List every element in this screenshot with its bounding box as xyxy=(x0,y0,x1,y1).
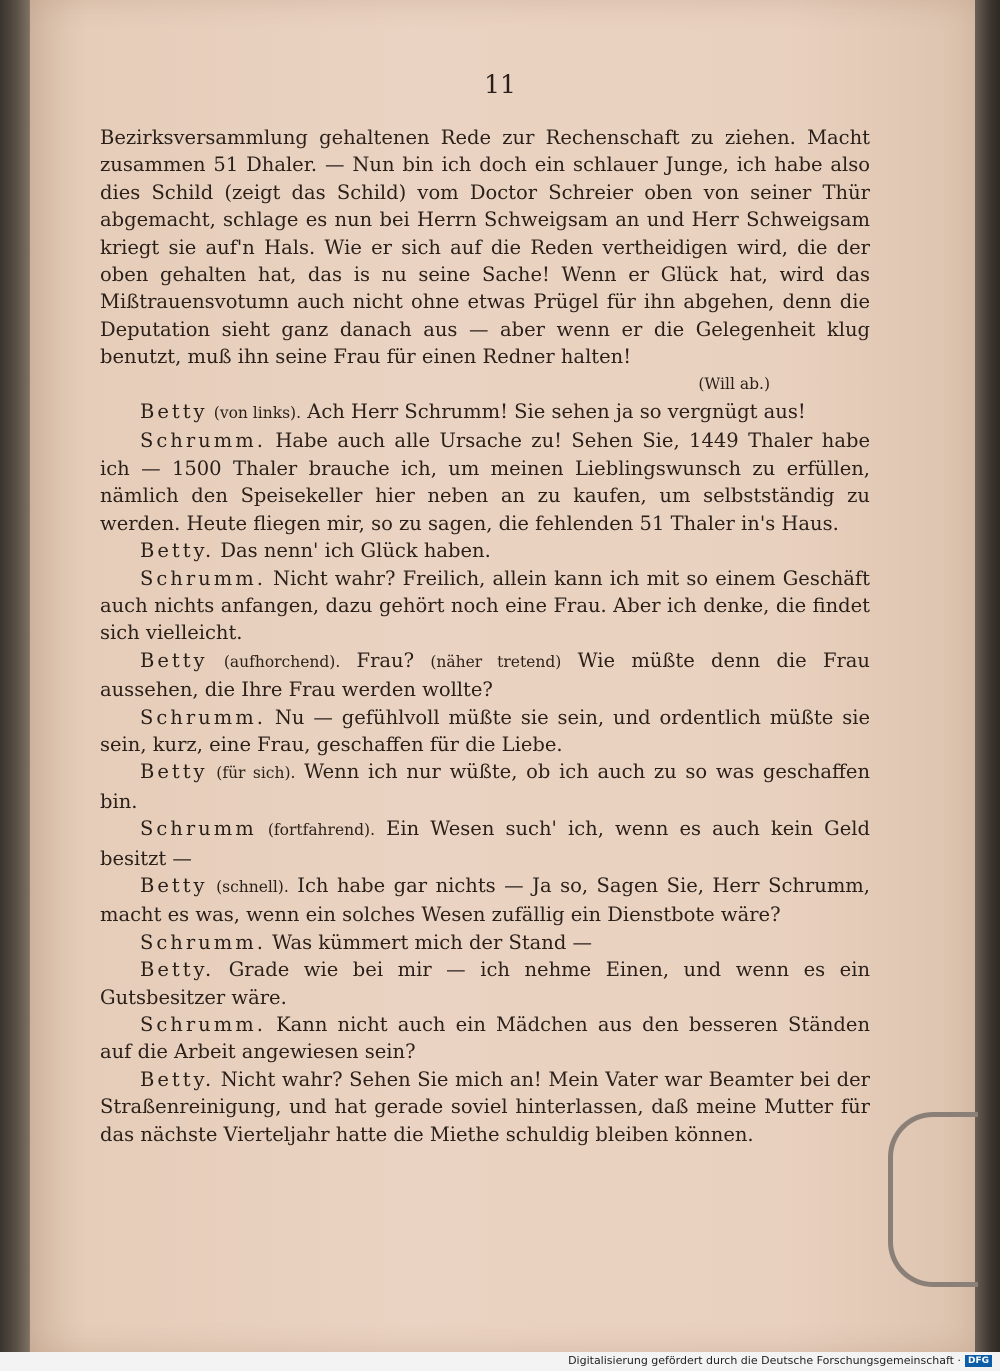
speaker-name: Betty. xyxy=(140,1067,215,1091)
page-right-edge xyxy=(975,0,1000,1371)
stage-direction: (für sich). xyxy=(216,764,296,783)
dialogue-schrumm-1 xyxy=(100,427,870,537)
page-text xyxy=(100,124,870,1148)
dialogue-schrumm-2 xyxy=(100,565,870,647)
dialogue-text: Ich habe gar nichts — Ja so, Sagen Sie, Herr Schrumm, macht es was, wenn ein solches Wesen zufällig ein Dienstbote wäre? xyxy=(100,873,870,927)
dialogue-text: Frau? xyxy=(356,648,415,672)
dialogue-text: Wie müßte denn die Frau aussehen, die Ihre Frau werden wollte? xyxy=(100,648,870,702)
page-clip xyxy=(888,1112,978,1287)
funding-credit-text: Digitalisierung gefördert durch die Deutsche Forschungsgemeinschaft · xyxy=(568,1354,961,1367)
stage-direction: (aufhorchend). xyxy=(223,652,341,671)
dialogue-betty-5 xyxy=(100,872,870,929)
dialogue-text: Habe auch alle Ursache zu! Sehen Sie, 1449 Thaler habe ich — 1500 Thaler brauche ich, um meinen Lieblingswunsch zu erfüllen, nämlich den Speisekeller hier neben an zu kaufen, um selbstständig zu werden. Heute fliegen mir, so zu sagen, die fehlenden 51 Thaler in's Haus. xyxy=(100,429,870,535)
dialogue-text: Nicht wahr? Freilich, allein kann ich mit so einem Geschäft auch nichts anfangen, dazu gehört noch eine Frau. Aber ich denke, die findet sich vielleicht. xyxy=(100,566,870,645)
dialogue-schrumm-4 xyxy=(100,815,870,872)
speaker-name: Schrumm xyxy=(140,817,257,841)
speaker-name: Betty. xyxy=(140,958,215,982)
speaker-name: Schrumm. xyxy=(140,429,266,453)
stage-direction: (von links). xyxy=(213,404,302,423)
dialogue-text: Kann nicht auch ein Mädchen aus den besseren Ständen auf die Arbeit angewiesen sein? xyxy=(100,1013,871,1064)
stage-direction: (fortfahrend). xyxy=(267,821,376,840)
dialogue-text: Ein Wesen such' ich, wenn es auch kein Geld besitzt — xyxy=(100,817,871,870)
stage-direction: (näher tretend) xyxy=(430,652,562,671)
paragraph-text: Bezirksversammlung gehaltenen Rede zur Rechenschaft zu ziehen. Macht zusammen 51 Dhaler. — Nun bin ich doch ein schlauer Junge, ich habe also dies Schild (zeigt das Schild) vom Doctor Schreier oben von seiner Thür abgemacht, schlage es nun bei Herrn Schweigsam an und Herr Schweigsam kriegt sie auf'n Hals. Wie er sich auf die Reden vertheidigen wird, die der oben gehalten hat, das is nu seine Sache! Wenn er Glück hat, wird das Mißtrauensvotumn auch nicht ohne etwas Prügel für ihn abgehen, denn die Deputation sieht ganz danach aus — aber wenn er die Gelegenheit klug benutzt, muß ihn seine Frau für einen Redner halten! xyxy=(100,126,870,369)
speaker-name: Schrumm. xyxy=(140,705,266,729)
dialogue-betty-7 xyxy=(100,1066,870,1148)
dialogue-text: Wenn ich nur wüßte, ob ich auch zu so was geschaffen bin. xyxy=(100,760,871,813)
dialogue-betty-2 xyxy=(100,537,870,564)
funding-credit xyxy=(568,1354,992,1367)
dialogue-betty-6 xyxy=(100,956,870,1011)
stage-direction: (schnell). xyxy=(216,877,289,896)
dfg-logo-icon: DFG xyxy=(965,1355,992,1367)
dialogue-text: Grade wie bei mir — ich nehme Einen, und wenn es ein Gutsbesitzer wäre. xyxy=(100,958,870,1009)
dialogue-text: Was kümmert mich der Stand — xyxy=(272,930,593,954)
page-number: 11 xyxy=(484,70,516,99)
dialogue-text: Nu — gefühlvoll müßte sie sein, und ordentlich müßte sie sein, kurz, eine Frau, geschaffen für die Liebe. xyxy=(100,705,871,756)
stage-direction: (Will ab.) xyxy=(698,374,770,393)
dialogue-schrumm-5 xyxy=(100,929,870,956)
dialogue-betty-1 xyxy=(100,398,870,427)
speaker-name: Betty xyxy=(140,873,208,897)
speaker-name: Betty xyxy=(140,648,208,672)
speaker-name: Schrumm. xyxy=(140,1013,266,1036)
dialogue-schrumm-3 xyxy=(100,704,870,759)
dialogue-text: Nicht wahr? Sehen Sie mich an! Mein Vater war Beamter bei der Straßenreinigung, und hat gerade soviel hinterlassen, daß meine Mutter für das nächste Vierteljahr hatte die Miethe schuldig bleiben können. xyxy=(100,1067,871,1146)
paragraph-continuation xyxy=(100,124,870,371)
speaker-name: Betty. xyxy=(140,539,215,563)
dialogue-schrumm-6 xyxy=(100,1011,870,1066)
speaker-name: Betty xyxy=(140,760,208,784)
dialogue-text: Das nenn' ich Glück haben. xyxy=(220,539,491,563)
dialogue-betty-3 xyxy=(100,647,870,704)
dialogue-betty-4 xyxy=(100,758,870,815)
speaker-name: Betty xyxy=(140,400,208,424)
speaker-name: Schrumm. xyxy=(140,930,266,954)
speaker-name: Schrumm. xyxy=(140,566,266,590)
dialogue-text: Ach Herr Schrumm! Sie sehen ja so vergnügt aus! xyxy=(307,400,806,424)
